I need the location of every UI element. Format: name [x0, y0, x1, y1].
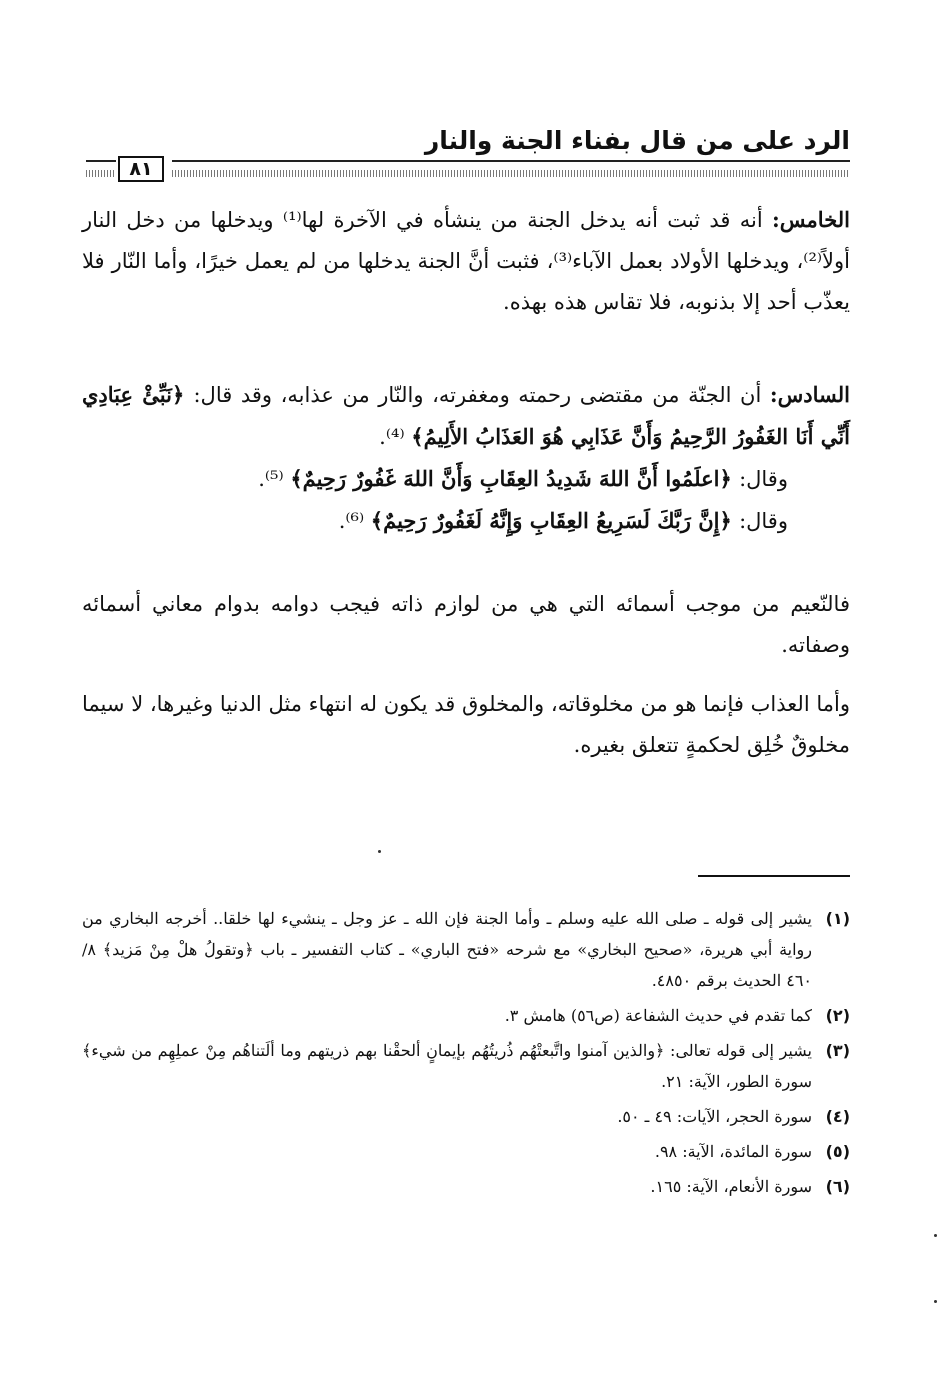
- footnote-text: سورة الأنعام، الآية: ١٦٥.: [650, 1177, 812, 1196]
- running-title: الرد على من قال بفناء الجنة والنار: [424, 126, 850, 155]
- header-rule: [172, 160, 850, 162]
- quran-verse: ﴿نَبِّئْ عِبَادِي أَنِّي أَنَا الغَفُورُ الرَّحِيمُ وَأَنَّ عَذَابِي هُوَ العَذَابُ الأَلِيمُ﴾: [82, 382, 850, 449]
- paragraph-text: أن الجنّة من مقتضى رحمته ومغفرته، والنّار من عذابه، وقد قال:: [193, 383, 770, 407]
- footnote-item: [82, 1101, 850, 1132]
- footnote-text: يشير إلى قوله تعالى: ﴿والذين آمنوا واتَّبعتْهُم ذُريتُهُم بإيمانٍ ألحقْنا بهم ذريتهم وما ألَتناهُم مِنْ عملِهِم من شيء﴾ سورة الطور، الآية: ٢١.: [82, 1041, 812, 1091]
- page-number: ٨١: [118, 156, 164, 182]
- footnote-text: يشير إلى قوله ـ صلى الله عليه وسلم ـ وأما الجنة فإن الله ـ عز وجل ـ ينشيء لها خلقا.. أخرجه البخاري من رواية أبي هريرة، «صحيح البخاري» مع شرحه «فتح الباري» ـ كتاب التفسير ـ باب ﴿وتقولُ هلْ مِنْ مَزيد﴾ ٨/ ٤٦٠ الحديث برقم ٤٨٥٠.: [82, 909, 813, 990]
- footnote-number: (٤): [825, 1107, 850, 1126]
- verse-intro: وقال:: [739, 509, 788, 533]
- paragraph-text: وأما العذاب فإنما هو من مخلوقاته، والمخلوق قد يكون له انتهاء مثل الدنيا وغيرها، لا سيما مخلوقٌ خُلِق لحكمةٍ تتعلق بغيره.: [82, 692, 850, 757]
- footnote-number: (٦): [825, 1177, 850, 1196]
- header-hatch-left: [86, 170, 116, 177]
- paragraph-text: أنه قد ثبت أنه يدخل الجنة من ينشأه في الآخرة لها⁽¹⁾ ويدخلها من دخل النار أولاً⁽²⁾، ويدخلها الأولاد بعمل الآباء⁽³⁾، فثبت أنَّ الجنة يدخلها من لم يعمل خيرًا، وأما النّار فلا يعذّب أحد إلا بذنوبه، فلا تقاس هذه بهذه.: [82, 208, 850, 314]
- footnote-number: (٢): [825, 1006, 850, 1025]
- verse-intro: وقال:: [739, 467, 788, 491]
- footnote-text: سورة المائدة، الآية: ٩٨.: [654, 1142, 812, 1161]
- footnotes: [82, 903, 850, 1206]
- paragraph-sixth: [82, 374, 850, 542]
- paragraph-fifth: [82, 199, 850, 323]
- paragraph-label: السادس:: [769, 382, 850, 407]
- footnote-item: [82, 1035, 850, 1097]
- footnote-number: (٥): [825, 1142, 850, 1161]
- footnote-text: سورة الحجر، الآيات: ٤٩ ـ ٥٠.: [617, 1107, 812, 1126]
- paragraph-bliss: [82, 584, 850, 666]
- scan-speck: [934, 1300, 937, 1303]
- quran-verse: ﴿إِنَّ رَبَّكَ لَسَرِيعُ العِقَابِ وَإِنَّهُ لَغَفُورٌ رَحِيمٌ﴾: [370, 508, 740, 533]
- footnote-ref: ⁽⁶⁾.: [338, 509, 371, 533]
- footnote-text: كما تقدم في حديث الشفاعة (ص٥٦) هامش ٣.: [504, 1006, 812, 1025]
- footnote-item: [82, 903, 850, 996]
- paragraph-text: فالنّعيم من موجب أسمائه التي هي من لوازم ذاته فيجب دوامه بدوام معاني أسمائه وصفاته.: [82, 592, 850, 657]
- header-rule-left: [86, 160, 116, 162]
- footnote-separator: [698, 875, 850, 877]
- header-hatch-right: [172, 170, 850, 177]
- scan-speck: [934, 1234, 937, 1237]
- footnote-ref: ⁽⁵⁾.: [258, 467, 291, 491]
- footnote-item: [82, 1171, 850, 1202]
- footnote-item: [82, 1136, 850, 1167]
- footnote-number: (٣): [825, 1041, 850, 1060]
- footnote-item: [82, 1000, 850, 1031]
- scan-speck: [378, 850, 381, 853]
- footnote-ref: ⁽⁴⁾.: [379, 425, 412, 449]
- paragraph-punishment: [82, 684, 850, 766]
- paragraph-label: الخامس:: [772, 207, 850, 232]
- footnote-number: (١): [825, 909, 850, 928]
- quran-verse: ﴿اعلَمُوا أَنَّ اللهَ شَدِيدُ العِقَابِ وَأَنَّ اللهَ غَفُورٌ رَحِيمٌ﴾: [290, 466, 740, 491]
